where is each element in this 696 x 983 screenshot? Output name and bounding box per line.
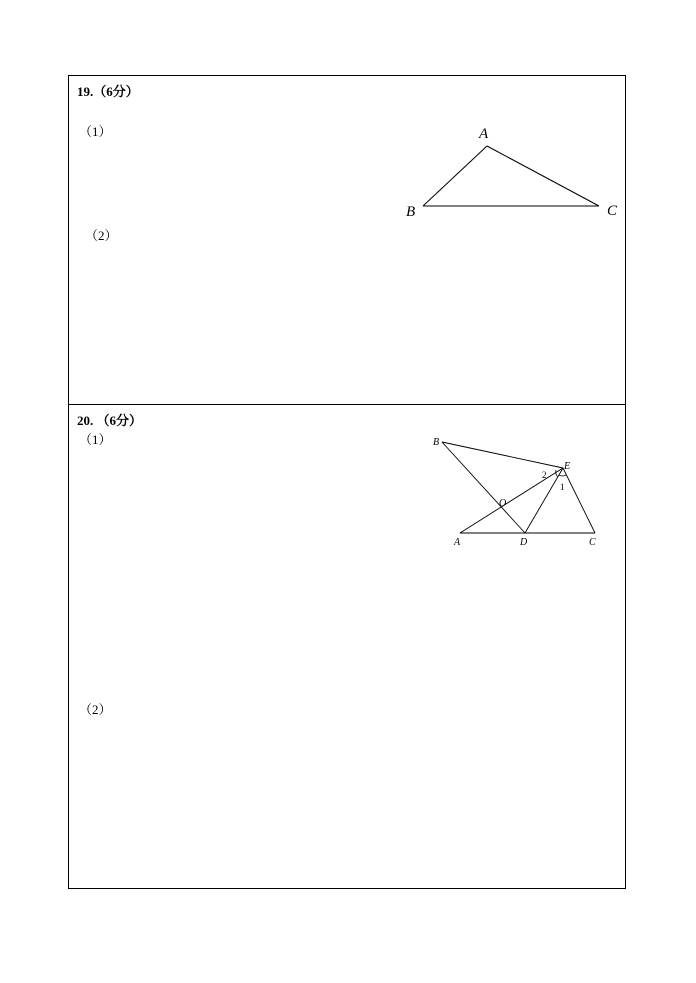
point-label-b: B — [433, 437, 440, 448]
question-19-title: 19.（6分） — [77, 84, 139, 99]
angle-1-arc — [559, 475, 566, 476]
point-label-a: A — [454, 537, 461, 548]
angle-label-2: 2 — [542, 470, 547, 480]
question-20-title: 20. （6分） — [77, 413, 143, 428]
segment-be — [442, 442, 563, 468]
point-label-d: D — [520, 537, 528, 548]
segment-ae — [460, 468, 563, 533]
question-19-part-1-label: （1） — [79, 124, 112, 139]
segment-bd — [442, 442, 525, 533]
triangle-abc-figure — [389, 116, 629, 226]
geometry-figure-q20 — [429, 430, 609, 560]
point-label-e: E — [564, 461, 571, 472]
vertex-label-b: B — [406, 204, 416, 220]
question-19-part-2-label: （2） — [85, 228, 118, 243]
vertex-label-c: C — [607, 203, 618, 219]
vertex-label-a: A — [479, 126, 489, 142]
side-ab — [423, 146, 487, 206]
side-ac — [487, 146, 599, 206]
segment-ec — [563, 468, 595, 533]
question-20-answer-box — [68, 404, 626, 889]
question-19-answer-box — [68, 75, 626, 405]
angle-label-1: 1 — [560, 482, 565, 492]
question-20-part-1-label: （1） — [79, 432, 112, 447]
point-label-o: O — [499, 498, 507, 509]
question-20-part-2-label: （2） — [79, 702, 112, 717]
point-label-c: C — [589, 537, 596, 548]
